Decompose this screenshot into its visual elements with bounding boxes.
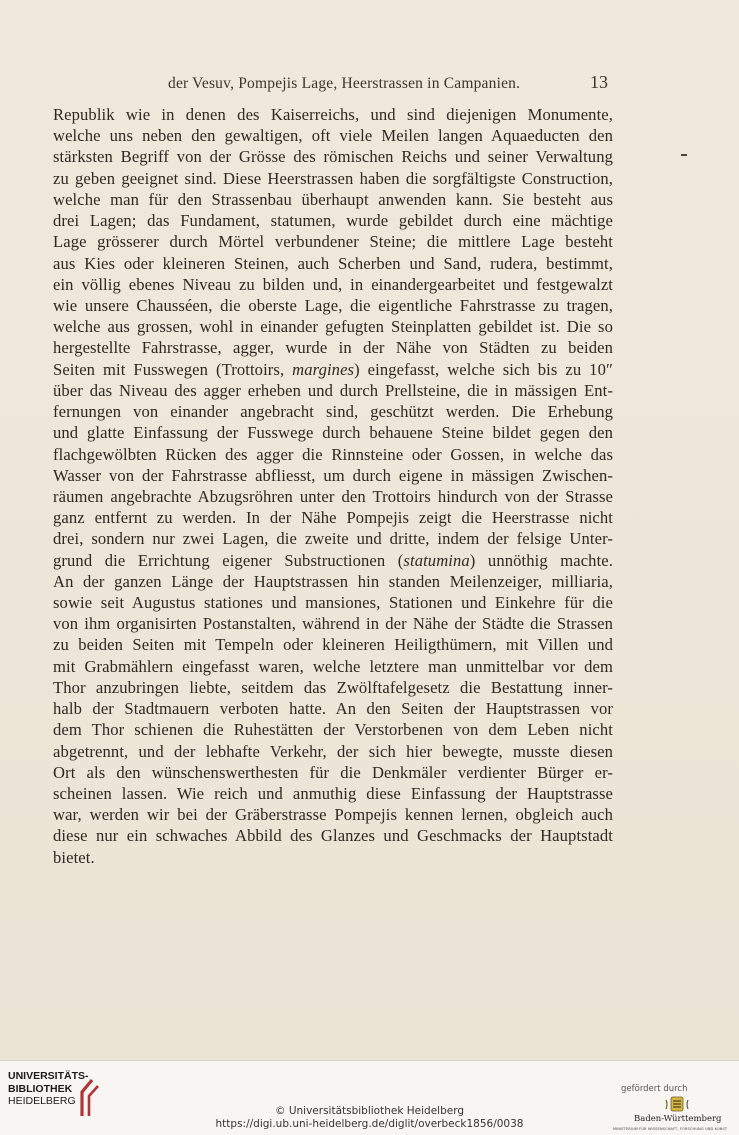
text-line: ganz entfernt zu werden. In der Nähe Pompejis zeigt die Heerstrasse nicht <box>53 508 613 528</box>
text-line: ein völlig ebenes Niveau zu bilden und, in einandergearbeitet und festgewalzt <box>53 274 613 294</box>
text-line: war, werden wir bei der Gräberstrasse Pompejis kennen lernen, obgleich auch <box>53 805 613 825</box>
baden-wuerttemberg-coat-of-arms-icon <box>664 1094 690 1114</box>
text-line: diese nur ein schwaches Abbild des Glanzes und Geschmacks der Hauptstadt <box>53 826 613 846</box>
library-name-line3: HEIDELBERG <box>8 1095 76 1107</box>
text-line: welche uns neben den gewaltigen, oft viele Meilen langen Aquaeducten den <box>53 126 613 146</box>
running-head <box>0 72 739 96</box>
funder-ministry: MINISTERIUM FÜR WISSENSCHAFT, FORSCHUNG UND KUNST <box>612 1127 728 1131</box>
text-line: stärksten Begriff von der Grösse des römischen Reichs und seiner Verwaltung <box>53 147 613 167</box>
text-line: hergestellte Fahrstrasse, agger, wurde in der Nähe von Städten zu beiden <box>53 338 613 358</box>
italic-term: statumina <box>403 550 470 570</box>
italic-term: margines <box>292 359 355 379</box>
text-line: welche man für den Strassenbau überhaupt anwenden kann. Sie besteht aus <box>53 189 613 209</box>
text-line: fernungen von einander angebracht sind, geschützt werden. Die Erhebung <box>53 402 613 422</box>
text-line: grund die Errichtung eigener Substructionen (statumina) unnöthig machte. <box>53 550 613 570</box>
margin-mark <box>681 154 687 156</box>
text-line: halb der Stadtmauern verboten hatte. An den Seiten der Hauptstrassen vor <box>53 699 613 719</box>
text-line: dem Thor schienen die Ruhestätten der Verstorbenen von dem Leben nicht <box>53 720 613 740</box>
text-line: Thor anzubringen liebte, seitdem das Zwölftafelgesetz die Bestattung inner- <box>53 677 613 697</box>
page-number: 13 <box>590 72 608 92</box>
text-line: scheinen lassen. Wie reich und anmuthig diese Einfassung der Hauptstrasse <box>53 784 613 803</box>
permalink-url[interactable]: https://digi.ub.uni-heidelberg.de/diglit/overbeck1856/0038 <box>215 1118 524 1130</box>
text-line: Lage grösserer durch Mörtel verbundener Steine; die mittlere Lage besteht <box>53 232 613 252</box>
funding-label: gefördert durch <box>621 1084 688 1094</box>
funder-name: Baden-Württemberg <box>634 1114 722 1124</box>
text-line: von ihm organisirten Postanstalten, während in der Nähe der Städte die Strassen <box>53 614 613 634</box>
text-line: drei, sondern nur zwei Lagen, die zweite und dritte, indem der felsige Unter- <box>53 529 613 549</box>
text-line: wie unsere Chausséen, die oberste Lage, die eigentliche Fahrstrasse zu tragen, <box>53 295 613 315</box>
text-line: flachgewölbten Rücken des agger die Rinnsteine oder Gossen, in welche das <box>53 444 613 464</box>
copyright-text: © Universitätsbibliothek Heidelberg <box>274 1105 464 1117</box>
text-line: sowie seit Augustus stationes und mansiones, Stationen und Einkehre für die <box>53 593 613 613</box>
text-line: zu beiden Seiten mit Tempeln oder kleineren Heiligthümern, mit Villen und <box>53 635 613 655</box>
library-name-line1: UNIVERSITÄTS- <box>8 1070 89 1082</box>
text-line: zu geben geeignet sind. Diese Heerstrassen haben die sorgfältigste Construction, <box>53 168 613 188</box>
text-line: welche aus grossen, wohl in einander gefugten Steinplatten gebildet ist. Die so <box>53 317 613 337</box>
text-line: räumen angebrachte Abzugsröhren unter den Trottoirs hindurch von der Strasse <box>53 486 613 506</box>
text-line: aus Kies oder kleineren Steinen, auch Scherben und Sand, rudera, bestimmt, <box>53 253 613 273</box>
library-name-line2: BIBLIOTHEK <box>8 1082 73 1095</box>
text-line: Republik wie in denen des Kaiserreichs, und sind diejenigen Monumente, <box>53 105 613 124</box>
text-line: mit Grabmählern eingefasst waren, welche letztere man unmittelbar vor dem <box>53 656 613 676</box>
viewer-footer <box>0 1060 739 1135</box>
text-line: Wasser von der Fahrstrasse abfliesst, um durch eigene in mässigen Zwischen- <box>53 465 613 485</box>
text-line: bietet. <box>53 847 95 867</box>
text-line: drei Lagen; das Fundament, statumen, wurde gebildet durch eine mächtige <box>53 211 613 231</box>
text-line: über das Niveau des agger erheben und durch Prellsteine, die in mässigen Ent- <box>53 380 613 400</box>
text-line: An der ganzen Länge der Hauptstrassen hin standen Meilenzeiger, milliaria, <box>53 571 613 591</box>
text-line: Seiten mit Fusswegen (Trottoirs, margines) eingefasst, welche sich bis zu 10″ <box>53 359 613 379</box>
text-line: und glatte Einfassung der Fusswege durch behauene Steine bildet gegen den <box>53 423 613 443</box>
text-line: abgetrennt, und der lebhafte Verkehr, der sich hier bewegte, musste diesen <box>53 741 613 761</box>
body-paragraph <box>53 104 613 868</box>
text-line: Ort als den wünschenswerthesten für die Denkmäler verdienter Bürger er- <box>53 762 613 782</box>
running-title: der Vesuv, Pompejis Lage, Heerstrassen in Campanien. <box>168 75 521 92</box>
